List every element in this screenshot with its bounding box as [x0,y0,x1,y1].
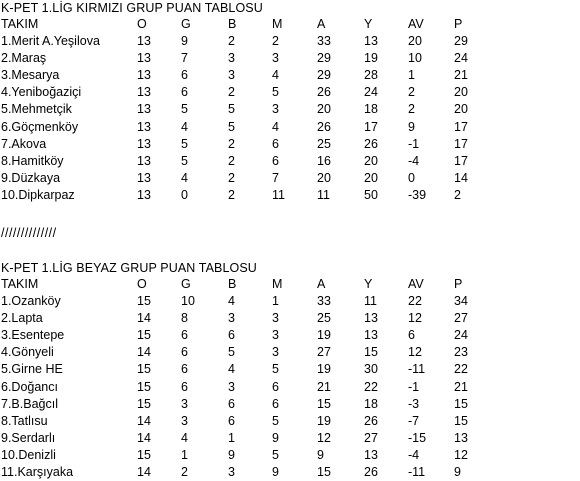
cell-points: 12 [454,447,468,462]
header-played: O [137,17,147,31]
cell-team: 4.Yeniboğaziçi [1,85,82,100]
cell-played: 15 [137,328,151,343]
cell-goals-against: 18 [364,396,378,411]
cell-drawn: 5 [228,102,235,117]
cell-points: 17 [454,119,468,134]
cell-goals-against: 13 [364,34,378,49]
cell-drawn: 4 [228,294,235,309]
cell-played: 14 [137,311,151,326]
cell-goals-against: 24 [364,85,378,100]
cell-team: 5.Girne HE [1,362,63,377]
cell-played: 15 [137,362,151,377]
cell-played: 14 [137,465,151,480]
cell-goals-for: 9 [317,447,324,462]
cell-points: 21 [454,68,468,83]
cell-lost: 6 [272,379,279,394]
cell-goal-difference: -3 [408,396,420,411]
cell-goal-difference: 2 [408,102,415,117]
cell-goals-against: 26 [364,413,378,428]
cell-goal-difference: 20 [408,34,422,49]
cell-goal-difference: -39 [408,187,427,202]
cell-lost: 11 [272,187,285,202]
cell-goals-for: 33 [317,34,331,49]
cell-drawn: 5 [228,345,235,360]
cell-drawn: 3 [228,68,235,83]
cell-won: 4 [181,430,188,445]
header-drawn: B [228,17,237,31]
cell-lost: 5 [272,85,279,100]
cell-drawn: 3 [228,311,235,326]
cell-won: 6 [181,379,188,394]
cell-played: 13 [137,153,151,168]
cell-lost: 3 [272,328,279,343]
cell-team: 2.Lapta [1,311,43,326]
cell-goal-difference: 10 [408,51,422,66]
cell-won: 7 [181,51,188,66]
cell-drawn: 6 [228,413,235,428]
cell-points: 20 [454,102,468,117]
cell-lost: 3 [272,345,279,360]
cell-lost: 3 [272,51,279,66]
cell-lost: 5 [272,413,279,428]
cell-lost: 7 [272,170,279,185]
cell-points: 24 [454,51,468,66]
header-points: P [454,277,463,291]
cell-lost: 9 [272,465,279,480]
cell-goals-for: 16 [317,153,331,168]
cell-goal-difference: 9 [408,119,415,134]
cell-won: 0 [181,187,188,202]
cell-points: 17 [454,153,468,168]
cell-goal-difference: -11 [408,362,426,377]
cell-played: 13 [137,51,151,66]
cell-won: 5 [181,153,188,168]
cell-points: 20 [454,85,468,100]
cell-team: 10.Denizli [1,447,56,462]
cell-team: 6.Doğancı [1,379,58,394]
cell-goals-against: 13 [364,311,378,326]
cell-goals-for: 19 [317,413,331,428]
cell-won: 2 [181,465,188,480]
cell-points: 2 [454,187,461,202]
cell-drawn: 3 [228,51,235,66]
cell-team: 11.Karşıyaka [1,465,74,480]
cell-drawn: 1 [228,430,235,445]
cell-points: 9 [454,465,461,480]
cell-points: 24 [454,328,468,343]
cell-drawn: 2 [228,85,235,100]
cell-goal-difference: 12 [408,345,422,360]
cell-team: 9.Düzkaya [1,170,61,185]
cell-goals-for: 26 [317,119,331,134]
cell-goals-for: 19 [317,362,331,377]
cell-drawn: 2 [228,34,235,49]
white-group-title: K-PET 1.LİG BEYAZ GRUP PUAN TABLOSU [1,261,257,275]
separator-line: ////////////// [1,226,57,240]
header-goals-against: Y [364,17,373,31]
cell-goal-difference: 12 [408,311,422,326]
cell-goals-against: 26 [364,136,378,151]
cell-goals-against: 28 [364,68,378,83]
cell-played: 15 [137,294,151,309]
cell-team: 8.Tatlısu [1,413,48,428]
header-goals-for: A [317,17,326,31]
header-won: G [181,17,191,31]
cell-won: 1 [181,447,188,462]
cell-lost: 6 [272,396,279,411]
header-points: P [454,17,463,31]
cell-goal-difference: 22 [408,294,422,309]
cell-points: 29 [454,34,468,49]
cell-goals-against: 11 [364,294,377,309]
cell-goals-for: 21 [317,379,331,394]
cell-won: 5 [181,102,188,117]
cell-played: 13 [137,34,151,49]
cell-lost: 6 [272,153,279,168]
cell-won: 9 [181,34,188,49]
cell-goals-against: 20 [364,153,378,168]
cell-points: 15 [454,413,468,428]
cell-goals-for: 15 [317,465,331,480]
cell-goal-difference: -1 [408,136,420,151]
cell-drawn: 9 [228,447,235,462]
cell-goals-for: 27 [317,345,331,360]
cell-goals-against: 30 [364,362,378,377]
cell-goal-difference: -4 [408,153,420,168]
cell-goal-difference: -1 [408,379,420,394]
cell-drawn: 6 [228,328,235,343]
cell-lost: 1 [272,294,279,309]
cell-team: 6.Göçmenköy [1,119,79,134]
cell-played: 13 [137,68,151,83]
cell-lost: 5 [272,447,279,462]
cell-won: 6 [181,345,188,360]
cell-goal-difference: 6 [408,328,415,343]
cell-drawn: 3 [228,465,235,480]
cell-points: 23 [454,345,468,360]
cell-goals-against: 13 [364,447,378,462]
cell-goals-against: 15 [364,345,378,360]
cell-points: 27 [454,311,468,326]
cell-won: 8 [181,311,188,326]
cell-won: 6 [181,85,188,100]
cell-goals-for: 25 [317,311,331,326]
cell-lost: 2 [272,34,279,49]
header-lost: M [272,17,283,31]
cell-team: 1.Merit A.Yeşilova [1,34,100,49]
cell-lost: 4 [272,68,279,83]
cell-points: 13 [454,430,468,445]
cell-goals-against: 22 [364,379,378,394]
cell-played: 15 [137,447,151,462]
header-goals-against: Y [364,277,373,291]
cell-won: 3 [181,396,188,411]
cell-team: 8.Hamitköy [1,153,64,168]
cell-goals-for: 20 [317,170,331,185]
cell-won: 6 [181,328,188,343]
cell-won: 3 [181,413,188,428]
cell-goals-against: 17 [364,119,378,134]
cell-goals-for: 19 [317,328,331,343]
cell-points: 14 [454,170,468,185]
cell-goals-for: 29 [317,51,331,66]
cell-goal-difference: 0 [408,170,415,185]
cell-goals-for: 26 [317,85,331,100]
cell-goals-against: 19 [364,51,378,66]
cell-goals-for: 33 [317,294,331,309]
cell-goals-against: 13 [364,328,378,343]
cell-team: 5.Mehmetçik [1,102,72,117]
cell-lost: 9 [272,430,279,445]
cell-played: 13 [137,119,151,134]
cell-drawn: 2 [228,153,235,168]
header-played: O [137,277,147,291]
cell-goal-difference: -7 [408,413,420,428]
cell-team: 2.Maraş [1,51,47,66]
cell-played: 13 [137,102,151,117]
cell-played: 13 [137,187,151,202]
cell-won: 5 [181,136,188,151]
cell-drawn: 6 [228,396,235,411]
cell-points: 34 [454,294,468,309]
cell-team: 3.Mesarya [1,68,60,83]
cell-drawn: 5 [228,119,235,134]
cell-won: 6 [181,68,188,83]
cell-lost: 4 [272,119,279,134]
cell-goals-against: 26 [364,465,378,480]
cell-team: 4.Gönyeli [1,345,54,360]
cell-points: 17 [454,136,468,151]
cell-lost: 5 [272,362,279,377]
cell-goals-for: 11 [317,187,330,202]
cell-drawn: 3 [228,379,235,394]
cell-played: 13 [137,170,151,185]
cell-goal-difference: -4 [408,447,420,462]
cell-drawn: 2 [228,170,235,185]
header-goal-difference: AV [408,17,424,31]
cell-team: 7.Akova [1,136,47,151]
cell-goal-difference: -11 [408,465,426,480]
cell-goals-against: 27 [364,430,378,445]
cell-goals-for: 25 [317,136,331,151]
header-team: TAKIM [1,17,39,31]
cell-team: 9.Serdarlı [1,430,56,445]
cell-won: 4 [181,170,188,185]
cell-played: 14 [137,430,151,445]
cell-lost: 3 [272,102,279,117]
header-won: G [181,277,191,291]
cell-won: 10 [181,294,195,309]
cell-goals-against: 18 [364,102,378,117]
cell-goals-for: 20 [317,102,331,117]
header-goals-for: A [317,277,326,291]
cell-team: 3.Esentepe [1,328,65,343]
header-lost: M [272,277,283,291]
cell-drawn: 2 [228,136,235,151]
cell-goal-difference: 2 [408,85,415,100]
cell-lost: 6 [272,136,279,151]
header-drawn: B [228,277,237,291]
cell-points: 21 [454,379,468,394]
cell-played: 15 [137,396,151,411]
cell-played: 14 [137,345,151,360]
header-team: TAKIM [1,277,39,291]
cell-drawn: 4 [228,362,235,377]
cell-played: 15 [137,379,151,394]
cell-goals-against: 20 [364,170,378,185]
cell-goals-against: 50 [364,187,378,202]
cell-played: 14 [137,413,151,428]
red-group-title: K-PET 1.LİG KIRMIZI GRUP PUAN TABLOSU [1,1,263,15]
cell-goal-difference: -15 [408,430,427,445]
cell-points: 22 [454,362,468,377]
cell-goals-for: 29 [317,68,331,83]
cell-goals-for: 15 [317,396,331,411]
cell-team: 7.B.Bağcıl [1,396,58,411]
cell-won: 6 [181,362,188,377]
header-goal-difference: AV [408,277,424,291]
cell-team: 1.Ozanköy [1,294,61,309]
cell-won: 4 [181,119,188,134]
cell-goals-for: 12 [317,430,331,445]
cell-team: 10.Dipkarpaz [1,187,75,202]
cell-points: 15 [454,396,468,411]
cell-drawn: 2 [228,187,235,202]
cell-lost: 3 [272,311,279,326]
cell-played: 13 [137,136,151,151]
cell-played: 13 [137,85,151,100]
cell-goal-difference: 1 [408,68,415,83]
